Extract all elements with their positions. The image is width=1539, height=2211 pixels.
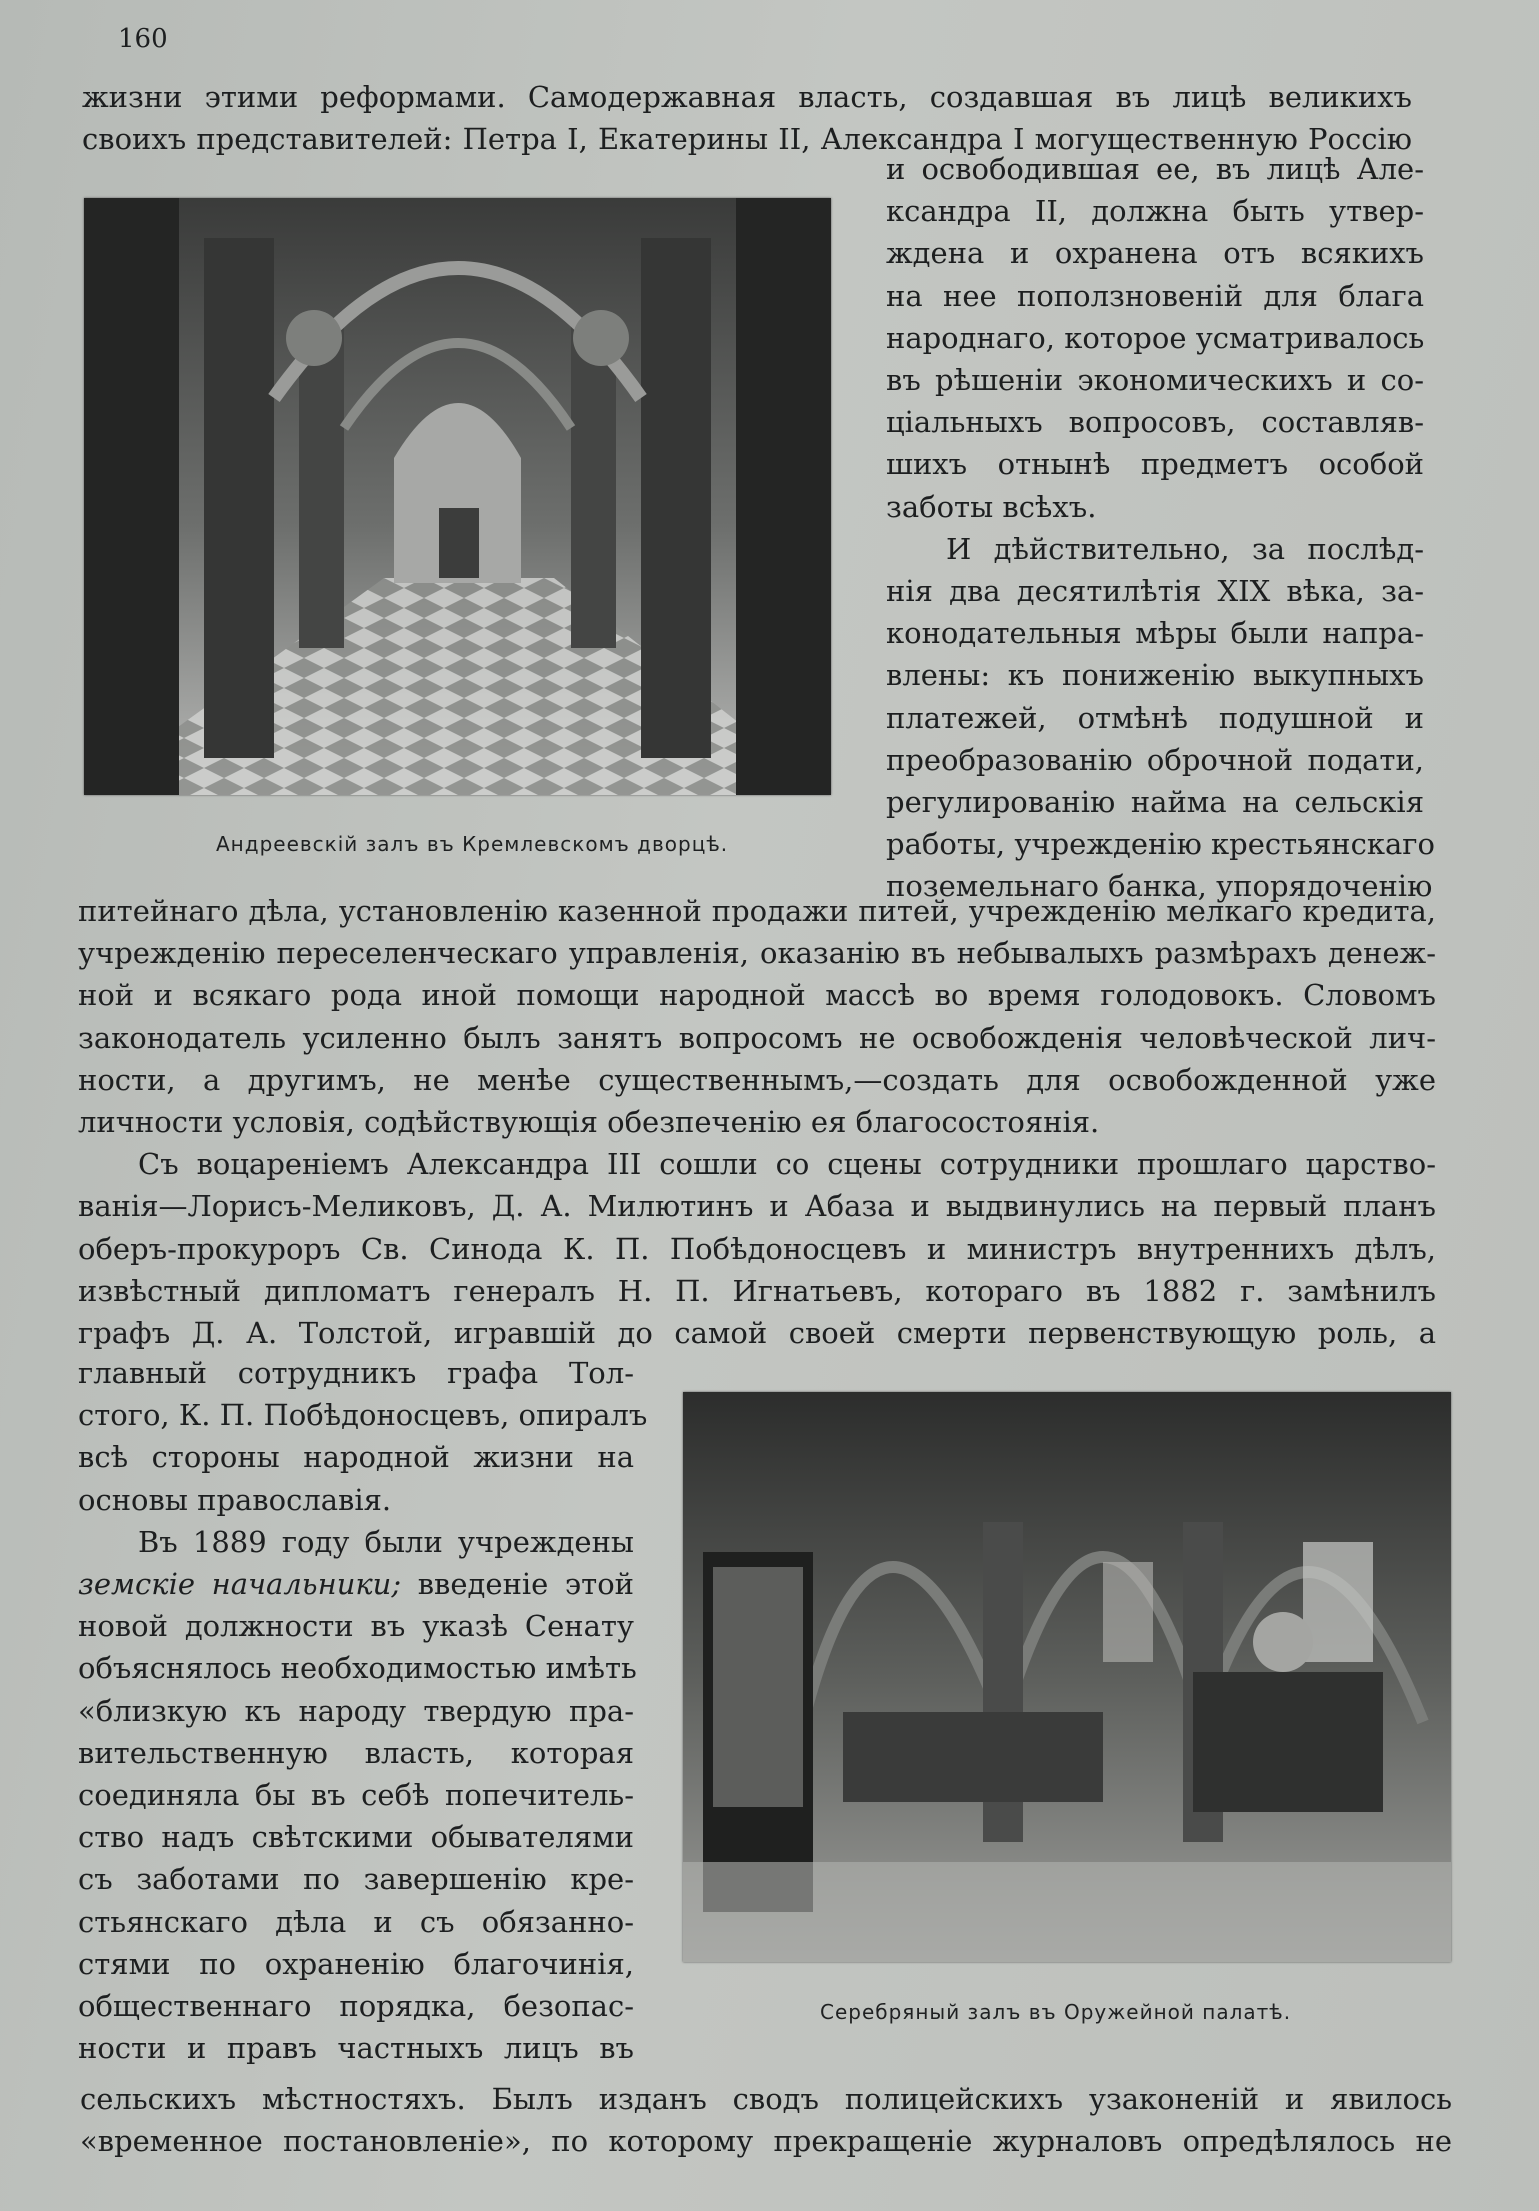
caption-photo-2: Серебряный залъ въ Оружейной палатѣ. [820, 2000, 1292, 2024]
text-line-mixed [78, 1563, 634, 1605]
text-line: ксандра II, должна быть утвер- [886, 194, 1424, 229]
text-line: оберъ-прокуроръ Св. Синода К. П. Побѣдоносцевъ и министръ внутреннихъ дѣлъ, [78, 1231, 1436, 1266]
text-line: народнаго, которое усматривалось [886, 320, 1425, 355]
text-line: конодательныя мѣры были напра- [886, 616, 1424, 651]
text-line: «временное постановленіе», по которому прекращеніе журналовъ опредѣлялось не [80, 2124, 1452, 2159]
text-line: ности, а другимъ, не менѣе существеннымъ,—создать для освобожденной уже [78, 1062, 1436, 1097]
text-line: стями по охраненію благочинія, [78, 1946, 634, 1981]
text-line: питейнаго дѣла, установленію казенной продажи питей, учрежденію мелкаго кредита, [78, 894, 1436, 928]
text-line: на нее поползновеній для блага [886, 278, 1424, 313]
text-line: платежей, отмѣнѣ подушной и [886, 700, 1424, 735]
text-line: общественнаго порядка, безопас- [78, 1989, 634, 2024]
text-line: нія два десятилѣтія XIX вѣка, за- [886, 574, 1424, 609]
text-line: извѣстный дипломатъ генералъ Н. П. Игнатьевъ, котораго въ 1882 г. замѣнилъ [78, 1273, 1436, 1308]
text-line: личности условія, содѣйствующія обезпеченію ея благосостоянія. [78, 1105, 1100, 1140]
text-line: Съ воцареніемъ Александра III сошли со сцены сотрудники прошлаго царство- [138, 1147, 1436, 1182]
text-left-column [78, 1352, 648, 2069]
text-line: законодатель усиленно былъ занятъ вопросомъ не освобожденія человѣческой лич- [78, 1020, 1436, 1055]
text-line: своихъ представителей: Петра I, Екатерины II, Александра I могущественную Россію [82, 122, 1412, 157]
text-line: съ заботами по завершенію кре- [78, 1862, 634, 1897]
text-line: ности и правъ частныхъ лицъ въ [78, 2031, 634, 2066]
text-run: введеніе этой [401, 1567, 634, 1602]
text-line: стьянскаго дѣла и съ обязанно- [78, 1904, 634, 1939]
text-line: ждена и охранена отъ всякихъ [886, 236, 1424, 271]
text-line: въ рѣшеніи экономическихъ и со- [886, 363, 1424, 398]
text-line: влены: къ пониженію выкупныхъ [886, 658, 1424, 693]
text-line: графъ Д. А. Толстой, игравшій до самой своей смерти первенствующую роль, а [78, 1316, 1436, 1351]
text-line: ванія—Лорисъ-Меликовъ, Д. А. Милютинъ и Абаза и выдвинулись на первый планъ [78, 1189, 1436, 1224]
photo-silver-hall [683, 1392, 1451, 1962]
text-line: соединяла бы въ себѣ попечитель- [78, 1778, 634, 1813]
text-line: ство надъ свѣтскими обывателями [78, 1820, 634, 1855]
text-line: «близкую къ народу твердую пра- [78, 1693, 634, 1728]
text-line: жизни этими реформами. Самодержавная власть, создавшая въ лицѣ великихъ [82, 80, 1412, 114]
text-line: работы, учрежденію крестьянскаго [886, 827, 1435, 862]
text-line: стого, К. П. Побѣдоносцевъ, опиралъ [78, 1398, 648, 1433]
text-line: и освободившая ее, въ лицѣ Але- [886, 152, 1424, 186]
emphasis-term: земскіе начальники; [78, 1567, 402, 1602]
text-line: шихъ отнынѣ предметъ особой [886, 447, 1424, 482]
text-line: главный сотрудникъ графа Тол- [78, 1356, 634, 1390]
text-line: вительственную власть, которая [78, 1735, 634, 1770]
text-line: учрежденію переселенческаго управленія, оказанію въ небывалыхъ размѣрахъ денеж- [78, 936, 1436, 971]
text-line: Въ 1889 году были учреждены [138, 1524, 634, 1559]
text-bottom [80, 2078, 1452, 2162]
text-line: сельскихъ мѣстностяхъ. Былъ изданъ сводъ полицейскихъ узаконеній и явилось [80, 2082, 1452, 2116]
text-line: всѣ стороны народной жизни на [78, 1440, 634, 1475]
text-line: ной и всякаго рода иной помощи народной массѣ во время голодовокъ. Словомъ [78, 978, 1436, 1013]
text-line: ціальныхъ вопросовъ, составляв- [886, 405, 1424, 440]
text-line: основы православія. [78, 1482, 392, 1517]
caption-photo-1: Андреевскій залъ въ Кремлевскомъ дворцѣ. [216, 832, 729, 856]
text-line: преобразованію оброчной подати, [886, 742, 1424, 777]
page-number: 160 [118, 24, 168, 54]
text-line: заботы всѣхъ. [886, 489, 1097, 524]
text-line: поземельнаго банка, упорядоченію [886, 869, 1433, 904]
text-middle [78, 890, 1436, 1354]
text-line: И дѣйствительно, за послѣд- [946, 531, 1424, 566]
photo-andreevsky-hall [84, 198, 831, 795]
text-right-column [886, 148, 1435, 908]
text-line: объяснялось необходимостью имѣть [78, 1651, 637, 1686]
text-line: новой должности въ указѣ Сенату [78, 1609, 634, 1644]
text-line: регулированію найма на сельскія [886, 785, 1424, 820]
